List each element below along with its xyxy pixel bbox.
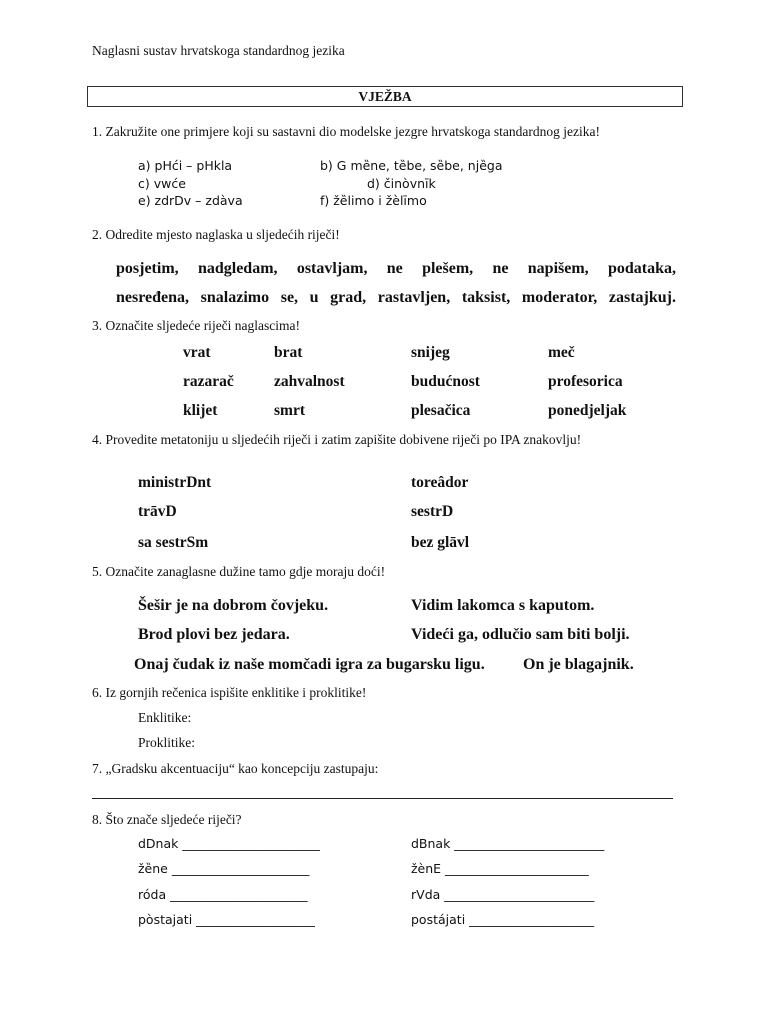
q3-word: budućnost	[411, 373, 480, 390]
q8-word-left[interactable]: pòstajati ___________________	[138, 912, 315, 927]
q2-words-line-2: nesređena, snalazimo se, u grad, rastavljen, taksist, moderator, zastajkuj.	[116, 289, 676, 306]
q1-option-c: c) vwće	[138, 176, 186, 191]
q3-word: razarač	[183, 373, 234, 390]
q3-word: plesačica	[411, 402, 471, 419]
q8-word-right[interactable]: rVda ________________________	[411, 887, 595, 902]
proklitike-label: Proklitike:	[138, 735, 195, 750]
question-5: 5. Označite zanaglasne dužine tamo gdje moraju doći!	[92, 564, 386, 579]
q1-option-a: a) pHći – pHkla	[138, 158, 233, 173]
question-7: 7. „Gradsku akcentuaciju“ kao koncepciju zastupaju:	[92, 761, 379, 776]
answer-line[interactable]	[92, 798, 673, 799]
q8-word-left[interactable]: dDnak ______________________	[138, 836, 320, 851]
q3-word: zahvalnost	[274, 373, 345, 390]
q2-words-line-1: posjetim, nadgledam, ostavljam, ne plešem, ne napišem, podataka,	[116, 260, 676, 277]
q1-option-e: e) zdrDv – zdàva	[138, 193, 243, 208]
q5-sentence: Šešir je na dobrom čovjeku.	[138, 597, 329, 614]
q4-word: ministrDnt	[138, 474, 212, 491]
page-header: Naglasni sustav hrvatskoga standardnog jezika	[92, 43, 345, 58]
q1-option-f: f) žȅlimo i žèlīmo	[320, 193, 427, 208]
q8-word-left[interactable]: róda ______________________	[138, 887, 308, 902]
q1-option-b: b) G mȅne, tȅbe, sȅbe, njȅga	[320, 158, 503, 173]
question-3: 3. Označite sljedeće riječi naglascima!	[92, 318, 301, 333]
question-4: 4. Provedite metatoniju u sljedećih riječi i zatim zapišite dobivene riječi po IPA znakovlju!	[92, 432, 582, 447]
q8-word-right[interactable]: dBnak ________________________	[411, 836, 605, 851]
q1-option-d: d) činòvnīk	[367, 176, 436, 191]
q3-word: smrt	[274, 402, 305, 419]
q8-word-right[interactable]: žènE _______________________	[411, 861, 589, 876]
q8-word-right[interactable]: postájati ____________________	[411, 912, 595, 927]
exercise-title: VJEŽBA	[87, 86, 683, 107]
question-6: 6. Iz gornjih rečenica ispišite enklitike i proklitike!	[92, 685, 367, 700]
q3-word: vrat	[183, 344, 211, 361]
q3-word: snijeg	[411, 344, 450, 361]
q4-word: sa sestrSm	[138, 534, 209, 551]
q4-word: toreâdor	[411, 474, 469, 491]
enklitike-label: Enklitike:	[138, 710, 192, 725]
q8-word-left[interactable]: žȅne ______________________	[138, 861, 310, 876]
q3-word: brat	[274, 344, 303, 361]
q4-word: bez glāvl	[411, 534, 470, 551]
q5-sentence: Brod plovi bez jedara.	[138, 626, 290, 643]
question-1: 1. Zakružite one primjere koji su sastavni dio modelske jezgre hrvatskoga standardnog jezika!	[92, 124, 600, 139]
q3-word: klijet	[183, 402, 218, 419]
q4-word: trāvD	[138, 503, 177, 520]
question-2: 2. Odredite mjesto naglaska u sljedećih riječi!	[92, 227, 340, 242]
q4-word: sestrD	[411, 503, 454, 520]
q3-word: profesorica	[548, 373, 623, 390]
q5-sentence: Vidim lakomca s kaputom.	[411, 597, 595, 614]
q5-sentence: On je blagajnik.	[523, 656, 634, 673]
q3-word: meč	[548, 344, 575, 361]
q5-sentence: Videći ga, odlučio sam biti bolji.	[411, 626, 630, 643]
question-8: 8. Što znače sljedeće riječi?	[92, 812, 242, 827]
q3-word: ponedjeljak	[548, 402, 627, 419]
q5-sentence: Onaj čudak iz naše momčadi igra za bugarsku ligu.	[134, 656, 485, 673]
